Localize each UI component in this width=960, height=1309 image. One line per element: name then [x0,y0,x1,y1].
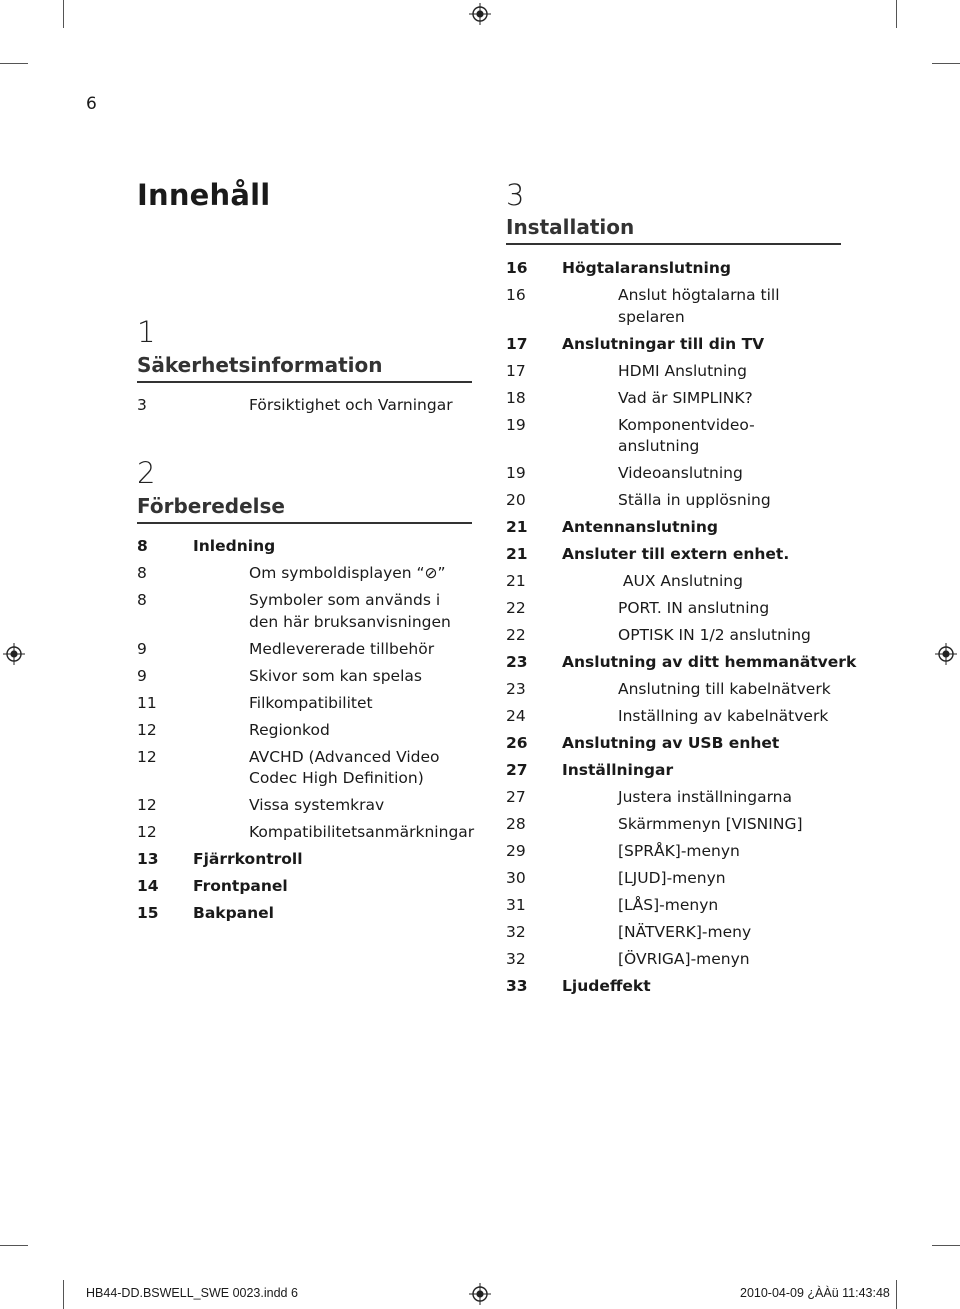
toc-entry [506,361,846,383]
toc-entry [506,415,846,458]
toc-entry [137,747,477,790]
section-number: 1 [137,315,156,349]
toc-entry-label: Inställningar [562,761,674,779]
toc-page-number: 19 [506,464,526,482]
toc-entry-label: Antennanslutning [562,518,718,536]
toc-entry [506,388,846,410]
toc-page-number: 33 [506,977,528,995]
toc-entry-label: HDMI Anslutning [618,361,747,380]
toc-entry-label: AVCHD (Advanced Video Codec High Definition) [249,747,440,787]
page-number: 6 [86,94,97,114]
toc-entry [137,395,477,417]
toc-page-number: 29 [506,842,526,860]
toc-page-number: 27 [506,788,526,806]
toc-page-number: 16 [506,259,528,277]
toc-page-number: 28 [506,815,526,833]
toc-entry-label: Anslutning till kabelnätverk [618,680,831,698]
toc-page-number: 32 [506,923,526,941]
toc-entry-label: Filkompatibilitet [249,693,373,712]
toc-entry-label: Inledning [193,537,276,555]
toc-page-number: 19 [506,415,526,434]
toc-entry [506,517,846,539]
toc-entry [506,706,846,728]
toc-page-number: 27 [506,761,528,779]
toc-page-number: 23 [506,653,528,671]
toc-entry [137,639,477,661]
toc-entry [506,571,846,593]
footer-file: HB44-DD.BSWELL_SWE 0023.indd 6 [86,1286,298,1300]
toc-entry-label: Komponentvideo- anslutning [618,415,755,455]
toc-entry-label: [NÄTVERK]-meny [618,923,752,941]
toc-page-number: 3 [137,396,147,414]
toc-entry [506,949,846,971]
toc-entry-label: Ställa in upplösning [618,491,771,509]
section-title: Säkerhetsinformation [137,353,383,377]
toc-entry-label: Högtalaranslutning [562,259,731,277]
crop-mark [896,0,897,28]
toc-entry-label: Symboler som används i den här bruksanvisningen [249,591,451,631]
toc-entry [506,679,846,701]
toc-entry-label: Skivor som kan spelas [249,666,422,685]
toc-entry-label: OPTISK IN 1/2 anslutning [618,626,811,644]
toc-entry-label: [SPRÅK]-menyn [618,842,740,860]
toc-entry [506,922,846,944]
toc-entry-label: Bakpanel [193,904,274,922]
toc-page-number: 26 [506,734,528,752]
section-divider [137,522,472,524]
toc-entry-label: Skärmmenyn [VISNING] [618,815,803,833]
toc-page-number: 8 [137,591,147,609]
toc-entry [506,490,846,512]
toc-entry-label: Anslutningar till din TV [562,334,765,353]
toc-page-number: 13 [137,850,159,868]
toc-entry-label: Regionkod [249,720,330,739]
toc-page-number: 15 [137,904,159,922]
toc-entry [137,795,477,817]
toc-page-number: 24 [506,707,526,725]
section-title: Förberedelse [137,494,285,518]
toc-page-number: 21 [506,545,528,563]
toc-page-number: 8 [137,537,148,555]
toc-page-number: 32 [506,950,526,968]
toc-page-number: 17 [506,334,528,353]
toc-entry [137,876,477,898]
crop-mark [932,63,960,64]
toc-entry [506,814,846,836]
toc-entry-label: PORT. IN anslutning [618,599,770,617]
toc-page-number: 14 [137,877,159,895]
toc-entry [137,693,477,715]
section-divider [137,381,472,383]
toc-page-number: 31 [506,896,526,914]
toc-entry [506,334,846,356]
toc-page-number: 9 [137,666,147,685]
toc-entry-label: Ljudeffekt [562,977,651,995]
toc-page-number: 23 [506,680,526,698]
toc-entry [137,536,477,558]
toc-entry-label: [LJUD]-menyn [618,869,726,887]
crop-mark [932,1245,960,1246]
registration-mark-icon [469,3,491,25]
toc-page-number: 11 [137,693,157,712]
registration-mark-icon [3,643,25,665]
toc-entry [137,720,477,742]
toc-entry-label: Videoanslutning [618,464,743,482]
toc-page-number: 20 [506,491,526,509]
toc-entry [506,258,846,280]
toc-entry [506,787,846,809]
toc-entry-label: [ÖVRIGA]-menyn [618,950,750,968]
toc-entry-label: Justera inställningarna [618,788,792,806]
toc-page-number: 21 [506,518,528,536]
crop-mark [896,1280,897,1309]
toc-entry [137,903,477,925]
toc-entry-label: Försiktighet och Varningar [249,396,453,414]
toc-entry-label: AUX Anslutning [618,572,743,590]
registration-mark-icon [935,643,957,665]
toc-entry-label: Om symboldisplayen “⊘” [249,564,446,582]
toc-page-number: 21 [506,572,526,590]
toc-entry [506,841,846,863]
toc-page-number: 18 [506,388,526,407]
toc-page-number: 12 [137,823,157,841]
footer-date: 2010-04-09 ¿ÀÀü 11:43:48 [740,1286,890,1300]
crop-mark [63,0,64,28]
section-number: 3 [506,178,525,212]
toc-entry-label: Vissa systemkrav [249,796,385,814]
toc-entry [506,895,846,917]
toc-entry-label: Medlevererade tillbehör [249,639,435,658]
footer-bar [64,1278,896,1308]
toc-page-number: 8 [137,564,147,582]
toc-entry-label: Vad är SIMPLINK? [618,388,753,407]
toc-page-number: 30 [506,869,526,887]
section-title: Installation [506,215,635,239]
toc-entry-label: Ansluter till extern enhet. [562,545,790,563]
toc-entry [137,822,477,844]
toc-entry [506,868,846,890]
toc-entry-label: Inställning av kabelnätverk [618,707,829,725]
toc-entry [506,544,846,566]
crop-mark [0,1245,28,1246]
toc-entry [506,285,846,328]
crop-mark [0,63,28,64]
toc-entry-label: Kompatibilitetsanmärkningar [249,823,475,841]
toc-entry-label: Anslut högtalarna till spelaren [618,286,780,326]
toc-entry [137,590,477,633]
toc-entry [506,598,846,620]
toc-page-number: 9 [137,639,147,658]
toc-entry [506,463,846,485]
toc-page-number: 12 [137,747,157,766]
toc-entry-label: Anslutning av USB enhet [562,734,780,752]
toc-entry [506,760,846,782]
toc-entry [137,849,477,871]
toc-page-number: 17 [506,361,526,380]
toc-entry-label: Fjärrkontroll [193,850,303,868]
section-number: 2 [137,456,156,490]
toc-page-number: 12 [137,796,157,814]
toc-entry-label: [LÅS]-menyn [618,896,719,914]
toc-page-number: 22 [506,599,526,617]
toc-page-number: 22 [506,626,526,644]
toc-entry [137,666,477,688]
toc-entry-label: Frontpanel [193,877,288,895]
toc-entry [506,652,857,674]
toc-page-number: 16 [506,286,526,304]
toc-entry [506,733,846,755]
toc-entry [137,563,477,585]
toc-page-number: 12 [137,720,157,739]
section-divider [506,243,841,245]
toc-entry-label: Anslutning av ditt hemmanätverk [562,653,857,671]
toc-entry [506,976,846,998]
page-title: Innehåll [137,178,271,212]
toc-entry [506,625,846,647]
